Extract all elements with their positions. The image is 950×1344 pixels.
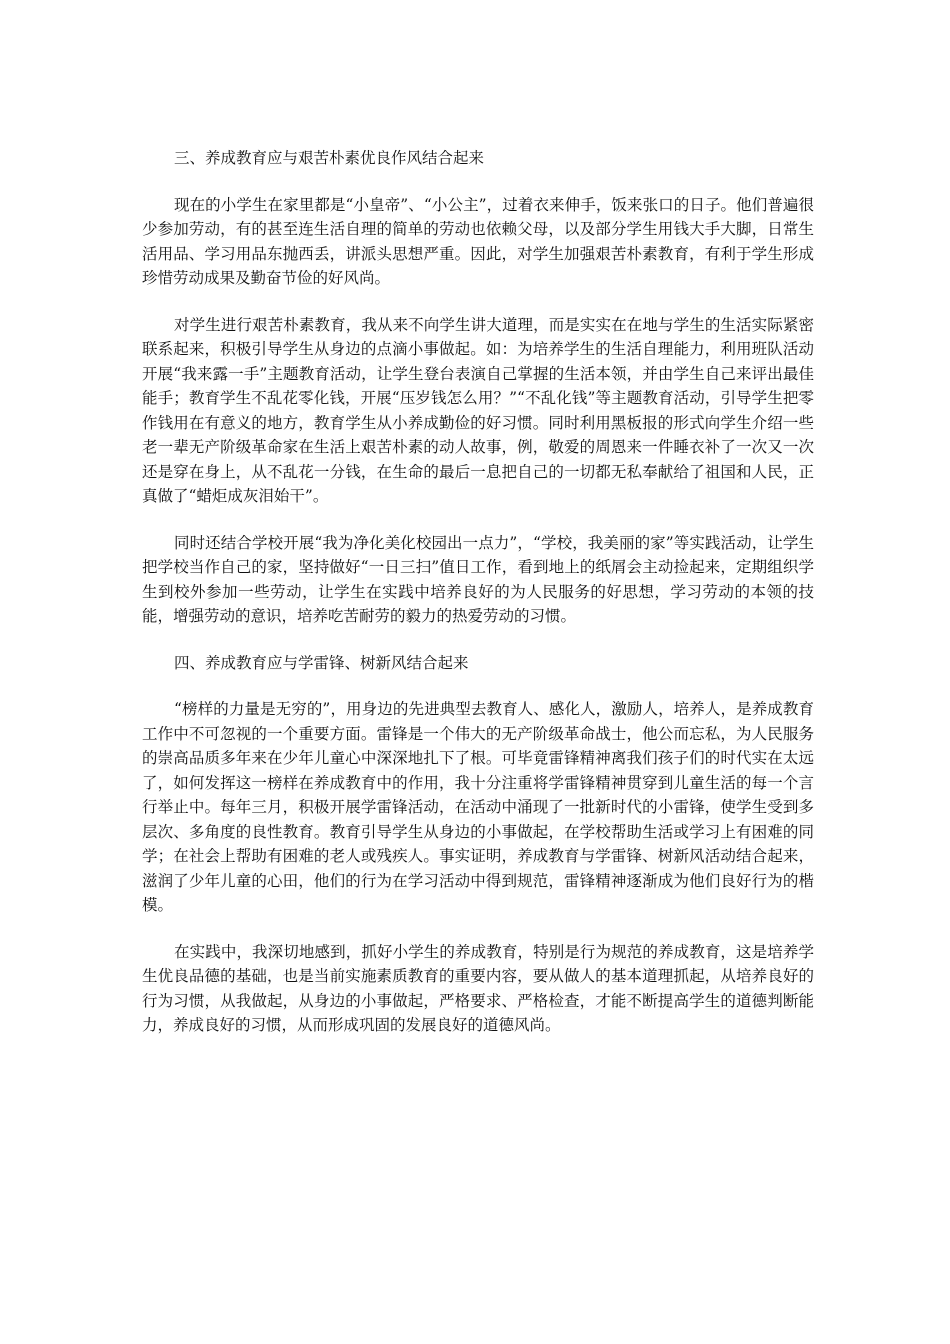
- section-heading-3: 三、养成教育应与艰苦朴素优良作风结合起来: [174, 149, 485, 167]
- section-heading-4: 四、养成教育应与学雷锋、树新风结合起来: [174, 653, 469, 672]
- paragraph: 同时还结合学校开展“我为净化美化校园出一点力”，“学校，我美丽的家”等实践活动，让学生把学校当作自己的家，坚持做好“一日三扫”值日工作，看到地上的纸屑会主动捡起来，定期组织学生到校外参加一些劳动，让学生在实践中培养良好的为人民服务的好思想，学习劳动的本领的技能，增强劳动的意识，培养吃苦耐劳的毅力的热爱劳动的习惯。: [142, 533, 814, 625]
- document-body: [142, 146, 814, 1038]
- paragraph: “榜样的力量是无穷的”，用身边的先进典型去教育人、感化人，激励人，培养人，是养成教育工作中不可忽视的一个重要方面。雷锋是一个伟大的无产阶级革命战士，他公而忘私，为人民服务的崇高品质多年来在少年儿童心中深深地扎下了根。可毕竟雷锋精神离我们孩子们的时代实在太远了，如何发挥这一榜样在养成教育中的作用，我十分注重将学雷锋精神贯穿到儿童生活的每一个言行举止中。每年三月，积极开展学雷锋活动，在活动中涌现了一批新时代的小雷锋，使学生受到多层次、多角度的良性教育。教育引导学生从身边的小事做起，在学校帮助生活或学习上有困难的同学；在社会上帮助有困难的老人或残疾人。事实证明，养成教育与学雷锋、树新风活动结合起来，滋润了少年儿童的心田，他们的行为在学习活动中得到规范，雷锋精神逐渐成为他们良好行为的楷模。: [142, 700, 814, 914]
- paragraph: 现在的小学生在家里都是“小皇帝”、“小公主”，过着衣来伸手，饭来张口的日子。他们普遍很少参加劳动，有的甚至连生活自理的简单的劳动也依赖父母，以及部分学生用钱大手大脚，日常生活用品、学习用品东抛西丢，讲派头思想严重。因此，对学生加强艰苦朴素教育，有利于学生形成珍惜劳动成果及勤奋节俭的好风尚。: [142, 195, 814, 287]
- paragraph: 对学生进行艰苦朴素教育，我从来不向学生讲大道理，而是实实在在地与学生的生活实际紧密联系起来，积极引导学生从身边的点滴小事做起。如：为培养学生的生活自理能力，利用班队活动开展“我来露一手”主题教育活动，让学生登台表演自己掌握的生活本领，并由学生自己来评出最佳能手；教育学生不乱花零化钱，开展“压岁钱怎么用？”“不乱化钱”等主题教育活动，引导学生把零作钱用在有意义的地方，教育学生从小养成勤俭的好习惯。同时利用黑板报的形式向学生介绍一些老一辈无产阶级革命家在生活上艰苦朴素的动人故事，例，敬爱的周恩来一件睡衣补了一次又一次还是穿在身上，从不乱花一分钱，在生命的最后一息把自己的一切都无私奉献给了祖国和人民，正真做了“蜡炬成灰泪始干”。: [142, 315, 814, 505]
- paragraph: 在实践中，我深切地感到，抓好小学生的养成教育，特别是行为规范的养成教育，这是培养学生优良品德的基础，也是当前实施素质教育的重要内容，要从做人的基本道理抓起，从培养良好的行为习惯，从我做起，从身边的小事做起，严格要求、严格检查，才能不断提高学生的道德判断能力，养成良好的习惯，从而形成巩固的发展良好的道德风尚。: [142, 942, 814, 1034]
